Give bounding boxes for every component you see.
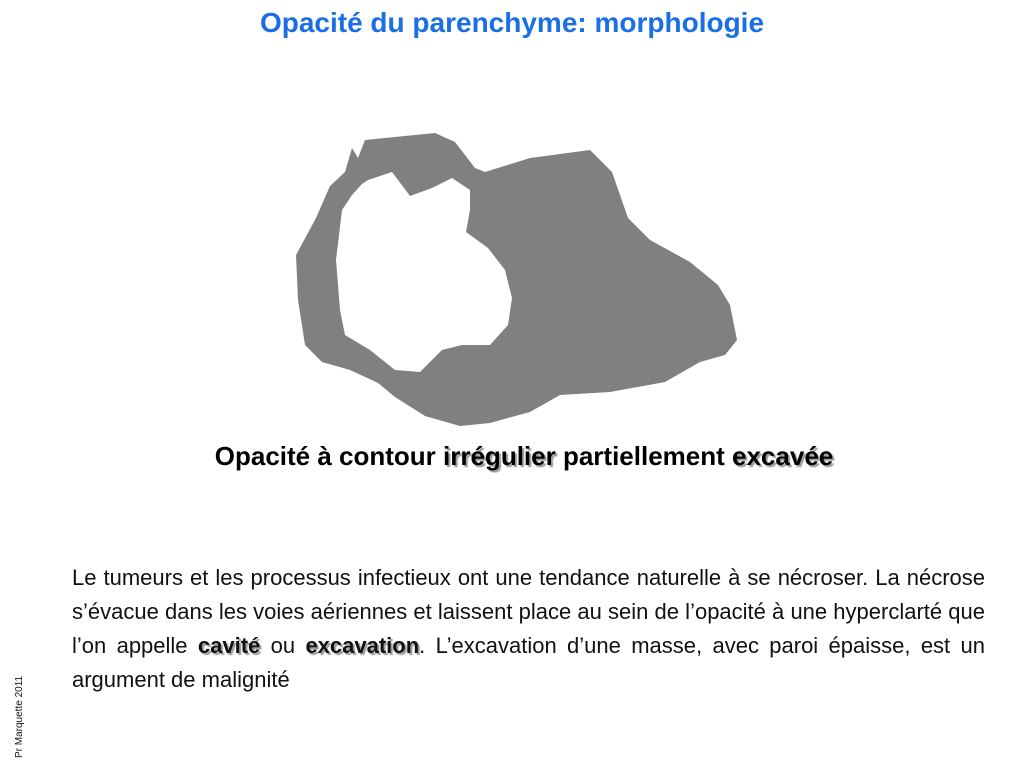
keyword-excavation: excavation <box>305 633 420 658</box>
caption-term-irregulier: irrégulier <box>443 441 556 471</box>
keyword-cavite: cavité <box>197 633 261 658</box>
author-footer: Pr Marquette 2011 <box>14 675 25 758</box>
figure-caption <box>0 436 1024 476</box>
excavated-opacity-illustration <box>280 120 750 440</box>
paragraph-text-3: . L’excavation d’une masse, avec paroi épaisse, est un argument de malignité <box>72 633 985 692</box>
caption-middle: partiellement <box>555 441 733 471</box>
irregular-opacity-shape <box>296 133 737 426</box>
slide-title: Opacité du parenchyme: morphologie <box>259 7 765 38</box>
paragraph-text-1: Le tumeurs et les processus infectieux ont une tendance naturelle à se nécroser. La nécrose s’évacue dans les voies aériennes et laissent place au sein de l’opacité à une hyperclarté que l’on appelle <box>72 565 985 658</box>
caption-prefix: Opacité à contour <box>214 441 444 471</box>
explanation-paragraph <box>72 561 985 697</box>
caption-term-excavee: excavée <box>732 441 834 471</box>
paragraph-text-2: ou <box>260 633 306 658</box>
